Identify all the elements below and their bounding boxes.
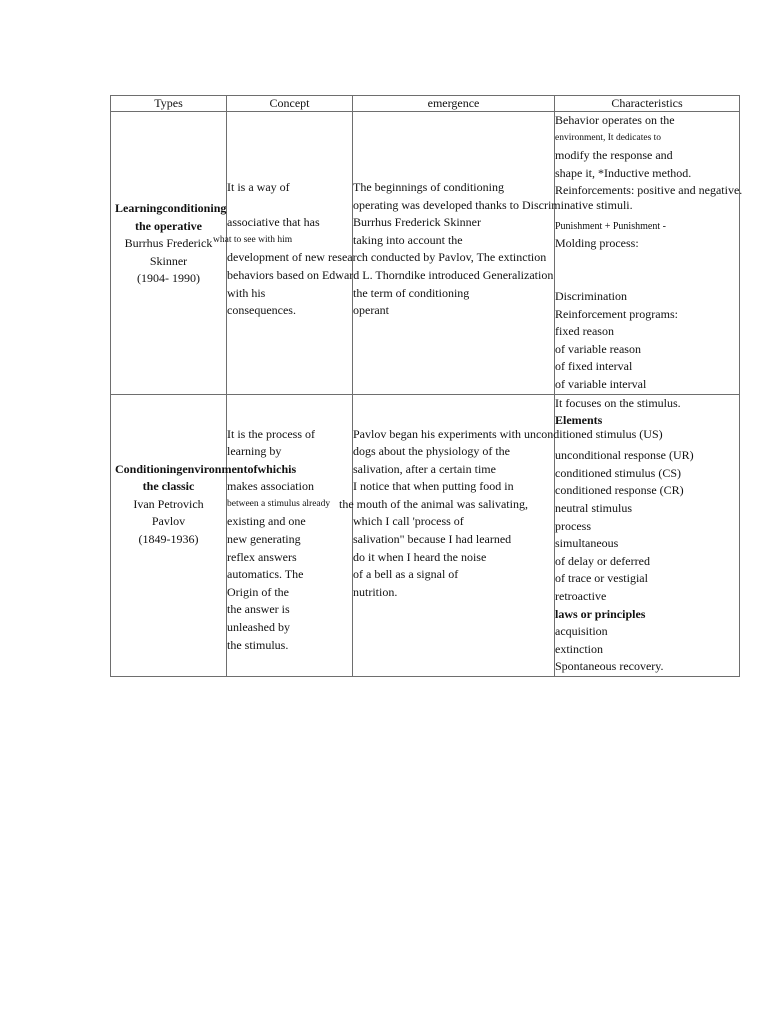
type-years: (1904- 1990): [137, 271, 200, 286]
emergence-line: dogs about the physiology of the: [353, 444, 510, 459]
type-author-line2: Pavlov: [151, 514, 186, 529]
char-line: conditioned response (CR): [555, 483, 684, 498]
type-title-word: Conditioning: [115, 461, 183, 476]
char-line: of variable interval: [555, 376, 647, 391]
char-line: shape it, *Inductive method.: [555, 165, 692, 180]
type-title-line1: [111, 200, 226, 218]
char-line: simultaneous: [555, 536, 619, 551]
type-title-word: of: [247, 461, 258, 476]
concept-line: development of new research conducted by Pavlov, The extinction: [227, 250, 547, 265]
emergence-line: do it when I heard the noise: [353, 549, 487, 564]
concept-line: reflex answers: [227, 549, 297, 564]
concept-cell-classic: [227, 394, 353, 677]
char-line: Discrimination: [555, 288, 627, 303]
char-line: laws or principles: [555, 606, 646, 621]
type-title-line1: [111, 461, 297, 479]
header-concept: Concept: [227, 96, 353, 112]
char-line: of delay or deferred: [555, 553, 650, 568]
char-line: Elements: [555, 413, 603, 428]
char-line: Behavior operates on the: [555, 113, 675, 127]
type-author-line1: Burrhus Frederick: [124, 236, 213, 251]
header-types: Types: [111, 96, 227, 112]
char-line: conditioned stimulus (CS): [555, 465, 681, 480]
concept-spacer: [227, 461, 352, 479]
char-line: of trace or vestigial: [555, 571, 648, 586]
char-line: modify the response and: [555, 148, 673, 163]
char-spacer: [555, 430, 739, 448]
concept-line: It is a way of: [227, 180, 290, 194]
emergence-line: Burrhus Frederick Skinner: [353, 215, 481, 230]
concept-line: what to see with him: [213, 234, 293, 245]
concept-line: consequences.: [227, 303, 296, 318]
emergence-line: The beginnings of conditioning: [353, 180, 504, 194]
char-line: of variable reason: [555, 341, 641, 356]
emergence-line: salivation" because I had learned: [353, 532, 512, 547]
type-author-line2: Skinner: [149, 253, 188, 268]
char-line: Molding process:: [555, 236, 639, 251]
header-row: [111, 96, 740, 112]
concept-line: It is the process of: [227, 426, 315, 441]
emergence-line: operating was developed thanks to Discriminative stimuli.: [353, 197, 633, 212]
char-line: It focuses on the stimulus.: [555, 395, 681, 410]
concept-line: associative that has: [227, 215, 320, 230]
concept-line: the stimulus.: [227, 637, 289, 652]
concept-line: behaviors based on Edward L. Thorndike introduced Generalization: [227, 267, 554, 282]
types-cell-operant: [111, 112, 227, 395]
type-title-line2: the classic: [142, 479, 195, 494]
char-spacer: [555, 200, 739, 218]
concept-line: with his: [227, 285, 266, 300]
emergence-line: taking into account the: [353, 232, 463, 247]
table-row-classic: [111, 394, 740, 677]
emergence-line: operant: [353, 303, 389, 318]
concept-line: unleashed by: [227, 620, 290, 635]
char-line: fixed reason: [555, 324, 614, 339]
concept-line: existing and one: [227, 514, 306, 529]
emergence-line: the mouth of the animal was salivating,: [339, 496, 528, 511]
type-years: (1849-1936): [138, 531, 199, 546]
table-row-operant: [111, 112, 740, 395]
concept-line: new generating: [227, 532, 301, 547]
type-title-word: which: [257, 461, 289, 476]
type-title-line2: the operative: [135, 218, 202, 233]
type-author-line1: Ivan Petrovich: [133, 496, 204, 511]
type-title-word: is: [288, 461, 297, 476]
characteristics-cell-classic: [555, 394, 740, 677]
header-characteristics: Characteristics: [555, 96, 740, 112]
emergence-line: Pavlov began his experiments with unconditioned stimulus (US): [353, 426, 663, 441]
char-line: acquisition: [555, 624, 608, 639]
char-line: Punishment + Punishment -: [555, 220, 666, 232]
char-line: neutral stimulus: [555, 501, 632, 516]
concept-line: automatics. The: [227, 567, 304, 582]
char-line: unconditional response (UR): [555, 448, 694, 463]
type-title-word: conditioning: [162, 201, 227, 215]
concept-line: Origin of the: [227, 584, 289, 599]
emergence-line: which I call 'process of: [353, 514, 464, 529]
concept-line: between a stimulus already: [227, 498, 331, 509]
concept-line: makes association: [227, 479, 314, 494]
emergence-line: of a bell as a signal of: [353, 567, 459, 582]
char-line: extinction: [555, 641, 603, 656]
type-title-word: environment: [182, 461, 248, 476]
char-line: Spontaneous recovery.: [555, 659, 664, 674]
concept-line: learning by: [227, 444, 282, 459]
char-line: Reinforcement programs:: [555, 306, 678, 321]
char-spacer: [555, 253, 739, 288]
emergence-line: nutrition.: [353, 584, 398, 599]
emergence-line: salivation, after a certain time: [353, 461, 496, 476]
char-line: Reinforcements: positive and negative.: [555, 183, 743, 198]
emergence-spacer: [353, 249, 554, 284]
characteristics-cell-operant: [555, 112, 743, 395]
char-line: of fixed interval: [555, 359, 633, 374]
type-title-word: Learning: [115, 201, 163, 215]
concept-line: the answer is: [227, 602, 290, 617]
header-emergence: emergence: [353, 96, 555, 112]
concept-line-spacer: [227, 197, 352, 215]
char-line: retroactive: [555, 589, 607, 604]
char-line: process: [555, 518, 591, 533]
char-line: environment, It dedicates to: [555, 132, 662, 143]
emergence-line: the term of conditioning: [353, 285, 470, 300]
concepts-table: [110, 95, 743, 677]
emergence-line: I notice that when putting food in: [353, 479, 514, 494]
